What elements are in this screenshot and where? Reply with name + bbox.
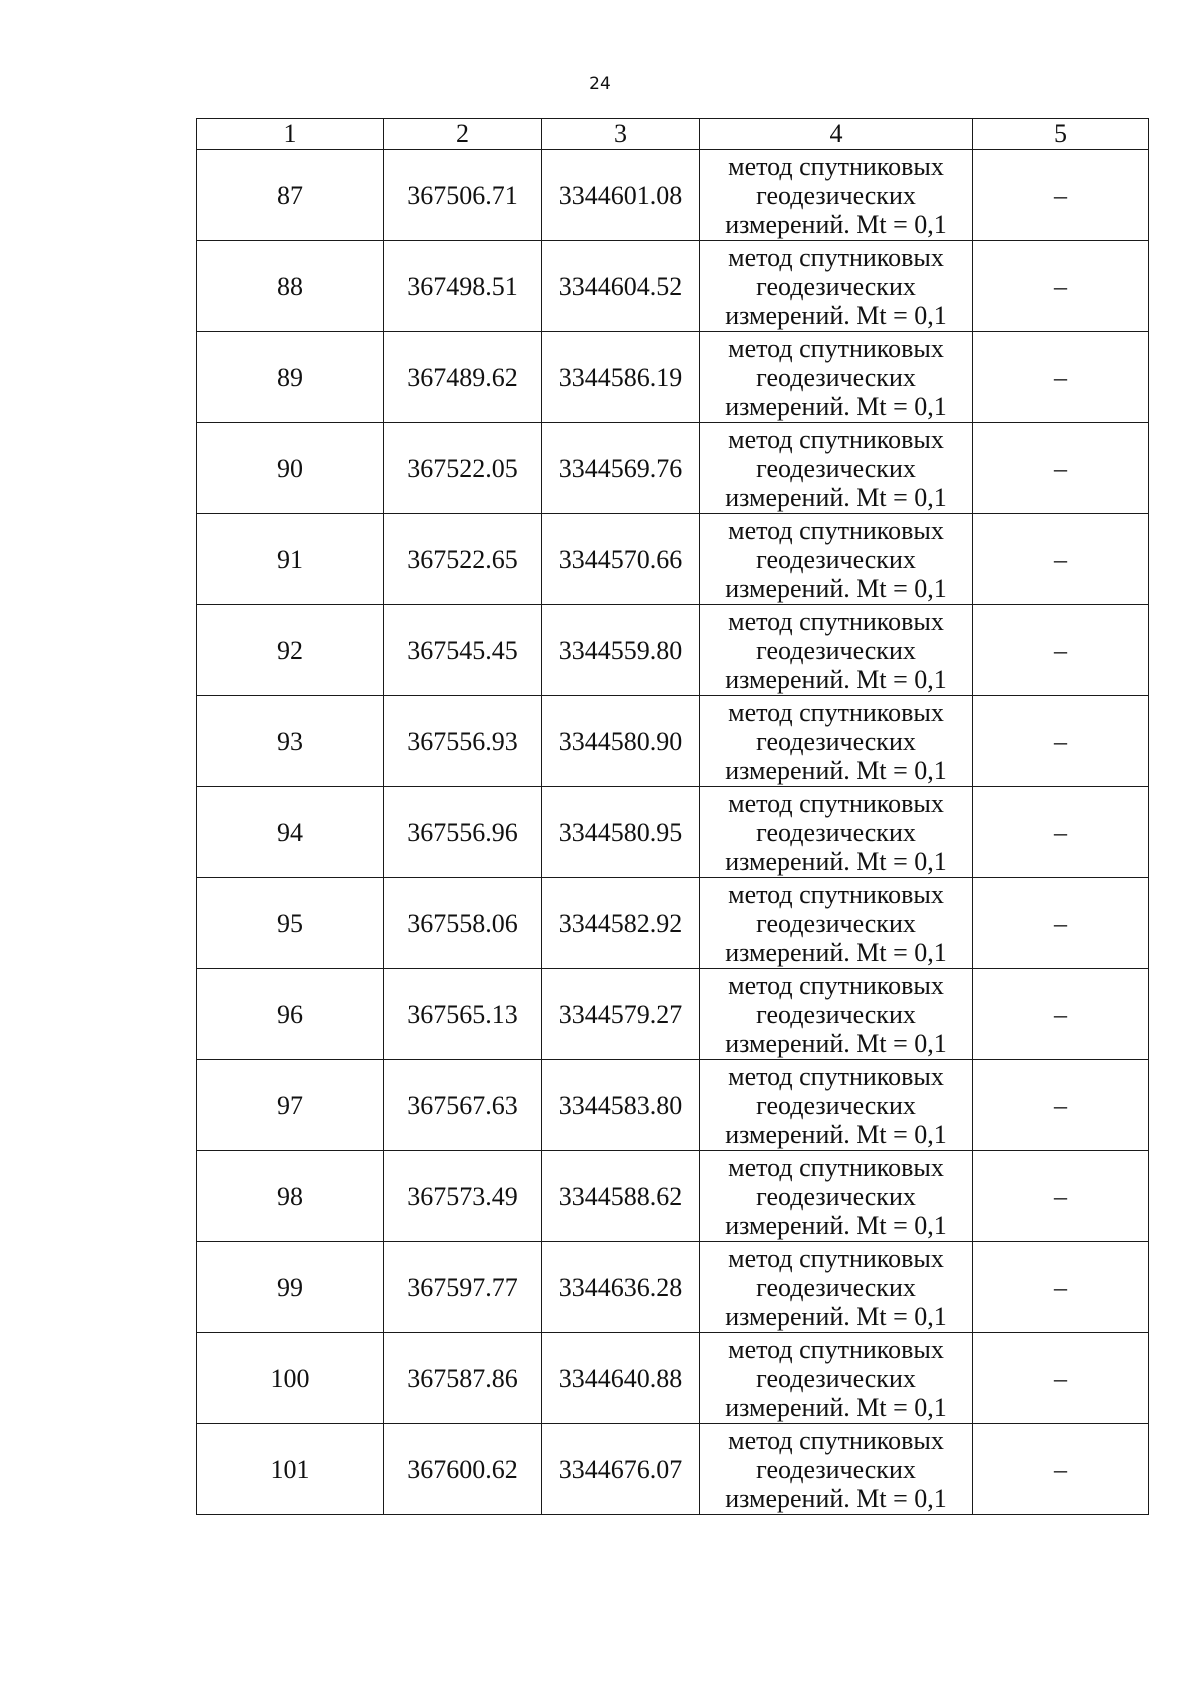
point-number-cell: 93 bbox=[197, 696, 384, 787]
method-line: метод спутниковых bbox=[728, 606, 944, 636]
method-cell bbox=[700, 1060, 973, 1151]
method-line: измерений. Mt = 0,1 bbox=[725, 664, 947, 694]
method-cell bbox=[700, 150, 973, 241]
method-line: измерений. Mt = 0,1 bbox=[725, 391, 947, 421]
method-line: измерений. Mt = 0,1 bbox=[725, 1301, 947, 1331]
table-row bbox=[197, 878, 1149, 969]
table-header bbox=[197, 119, 1149, 150]
coordinate-x-cell: 367573.49 bbox=[384, 1151, 542, 1242]
header-col-4: 4 bbox=[700, 119, 973, 150]
method-line: измерений. Mt = 0,1 bbox=[725, 209, 947, 239]
coordinate-x-cell: 367587.86 bbox=[384, 1333, 542, 1424]
method-cell bbox=[700, 878, 973, 969]
coordinate-x-cell: 367600.62 bbox=[384, 1424, 542, 1515]
point-number-cell: 98 bbox=[197, 1151, 384, 1242]
point-number-cell: 96 bbox=[197, 969, 384, 1060]
method-cell bbox=[700, 241, 973, 332]
point-number-cell: 91 bbox=[197, 514, 384, 605]
description-cell: – bbox=[973, 696, 1149, 787]
method-cell bbox=[700, 514, 973, 605]
description-cell: – bbox=[973, 1424, 1149, 1515]
header-row bbox=[197, 119, 1149, 150]
point-number-cell: 87 bbox=[197, 150, 384, 241]
method-cell bbox=[700, 605, 973, 696]
description-cell: – bbox=[973, 878, 1149, 969]
description-cell: – bbox=[973, 241, 1149, 332]
table-row bbox=[197, 1060, 1149, 1151]
point-number-cell: 90 bbox=[197, 423, 384, 514]
table-row bbox=[197, 241, 1149, 332]
method-line: геодезических bbox=[756, 180, 916, 210]
point-number-cell: 100 bbox=[197, 1333, 384, 1424]
table-row bbox=[197, 332, 1149, 423]
description-cell: – bbox=[973, 969, 1149, 1060]
description-cell: – bbox=[973, 332, 1149, 423]
method-cell bbox=[700, 1151, 973, 1242]
coordinate-y-cell: 3344559.80 bbox=[542, 605, 700, 696]
coordinate-y-cell: 3344583.80 bbox=[542, 1060, 700, 1151]
page-number: 24 bbox=[589, 74, 611, 94]
coordinate-y-cell: 3344580.95 bbox=[542, 787, 700, 878]
coordinate-y-cell: 3344579.27 bbox=[542, 969, 700, 1060]
coordinate-x-cell: 367498.51 bbox=[384, 241, 542, 332]
method-line: метод спутниковых bbox=[728, 970, 944, 1000]
header-col-3: 3 bbox=[542, 119, 700, 150]
method-line: измерений. Mt = 0,1 bbox=[725, 573, 947, 603]
table-row bbox=[197, 423, 1149, 514]
method-cell bbox=[700, 969, 973, 1060]
method-line: геодезических bbox=[756, 362, 916, 392]
point-number-cell: 88 bbox=[197, 241, 384, 332]
method-cell bbox=[700, 423, 973, 514]
description-cell: – bbox=[973, 1060, 1149, 1151]
method-line: геодезических bbox=[756, 271, 916, 301]
method-line: измерений. Mt = 0,1 bbox=[725, 482, 947, 512]
point-number-cell: 101 bbox=[197, 1424, 384, 1515]
method-line: геодезических bbox=[756, 817, 916, 847]
method-line: метод спутниковых bbox=[728, 697, 944, 727]
coordinate-x-cell: 367522.05 bbox=[384, 423, 542, 514]
method-line: измерений. Mt = 0,1 bbox=[725, 846, 947, 876]
coordinate-x-cell: 367506.71 bbox=[384, 150, 542, 241]
method-cell bbox=[700, 1242, 973, 1333]
coordinate-y-cell: 3344588.62 bbox=[542, 1151, 700, 1242]
description-cell: – bbox=[973, 423, 1149, 514]
method-line: измерений. Mt = 0,1 bbox=[725, 755, 947, 785]
description-cell: – bbox=[973, 150, 1149, 241]
method-line: геодезических bbox=[756, 1090, 916, 1120]
header-col-2: 2 bbox=[384, 119, 542, 150]
coordinate-x-cell: 367558.06 bbox=[384, 878, 542, 969]
coordinate-y-cell: 3344586.19 bbox=[542, 332, 700, 423]
method-cell bbox=[700, 332, 973, 423]
coordinate-x-cell: 367565.13 bbox=[384, 969, 542, 1060]
coordinate-x-cell: 367489.62 bbox=[384, 332, 542, 423]
table-row bbox=[197, 1151, 1149, 1242]
point-number-cell: 94 bbox=[197, 787, 384, 878]
method-line: метод спутниковых bbox=[728, 1243, 944, 1273]
method-cell bbox=[700, 787, 973, 878]
description-cell: – bbox=[973, 1151, 1149, 1242]
table-row bbox=[197, 1424, 1149, 1515]
method-cell bbox=[700, 1333, 973, 1424]
method-line: метод спутниковых bbox=[728, 333, 944, 363]
coordinate-y-cell: 3344601.08 bbox=[542, 150, 700, 241]
table-row bbox=[197, 150, 1149, 241]
coordinates-table bbox=[196, 118, 1149, 1515]
point-number-cell: 95 bbox=[197, 878, 384, 969]
point-number-cell: 97 bbox=[197, 1060, 384, 1151]
method-line: измерений. Mt = 0,1 bbox=[725, 1028, 947, 1058]
coordinate-x-cell: 367556.96 bbox=[384, 787, 542, 878]
description-cell: – bbox=[973, 605, 1149, 696]
header-col-5: 5 bbox=[973, 119, 1149, 150]
point-number-cell: 89 bbox=[197, 332, 384, 423]
coordinate-y-cell: 3344640.88 bbox=[542, 1333, 700, 1424]
method-line: геодезических bbox=[756, 1454, 916, 1484]
coordinate-y-cell: 3344582.92 bbox=[542, 878, 700, 969]
table-row bbox=[197, 1242, 1149, 1333]
method-line: измерений. Mt = 0,1 bbox=[725, 1392, 947, 1422]
method-line: измерений. Mt = 0,1 bbox=[725, 300, 947, 330]
header-col-1: 1 bbox=[197, 119, 384, 150]
coordinate-x-cell: 367556.93 bbox=[384, 696, 542, 787]
description-cell: – bbox=[973, 1333, 1149, 1424]
method-line: геодезических bbox=[756, 544, 916, 574]
coordinate-x-cell: 367545.45 bbox=[384, 605, 542, 696]
table-row bbox=[197, 696, 1149, 787]
method-line: метод спутниковых bbox=[728, 515, 944, 545]
method-line: геодезических bbox=[756, 1181, 916, 1211]
method-line: геодезических bbox=[756, 1363, 916, 1393]
table-body bbox=[197, 150, 1149, 1515]
coordinate-x-cell: 367597.77 bbox=[384, 1242, 542, 1333]
coordinate-y-cell: 3344604.52 bbox=[542, 241, 700, 332]
coordinate-x-cell: 367522.65 bbox=[384, 514, 542, 605]
method-cell bbox=[700, 1424, 973, 1515]
table-row bbox=[197, 787, 1149, 878]
method-line: метод спутниковых bbox=[728, 879, 944, 909]
method-line: измерений. Mt = 0,1 bbox=[725, 1119, 947, 1149]
method-line: метод спутниковых bbox=[728, 788, 944, 818]
coordinate-y-cell: 3344580.90 bbox=[542, 696, 700, 787]
method-line: метод спутниковых bbox=[728, 151, 944, 181]
method-line: измерений. Mt = 0,1 bbox=[725, 1483, 947, 1513]
coordinate-y-cell: 3344676.07 bbox=[542, 1424, 700, 1515]
method-line: геодезических bbox=[756, 908, 916, 938]
description-cell: – bbox=[973, 787, 1149, 878]
table-row bbox=[197, 1333, 1149, 1424]
method-line: геодезических bbox=[756, 726, 916, 756]
method-line: геодезических bbox=[756, 999, 916, 1029]
method-line: метод спутниковых bbox=[728, 1061, 944, 1091]
method-line: метод спутниковых bbox=[728, 1152, 944, 1182]
method-line: геодезических bbox=[756, 453, 916, 483]
method-line: геодезических bbox=[756, 1272, 916, 1302]
description-cell: – bbox=[973, 1242, 1149, 1333]
description-cell: – bbox=[973, 514, 1149, 605]
table-row bbox=[197, 605, 1149, 696]
point-number-cell: 99 bbox=[197, 1242, 384, 1333]
table-row bbox=[197, 969, 1149, 1060]
coordinate-x-cell: 367567.63 bbox=[384, 1060, 542, 1151]
method-line: метод спутниковых bbox=[728, 1334, 944, 1364]
method-cell bbox=[700, 696, 973, 787]
method-line: метод спутниковых bbox=[728, 1425, 944, 1455]
method-line: измерений. Mt = 0,1 bbox=[725, 1210, 947, 1240]
coordinate-y-cell: 3344636.28 bbox=[542, 1242, 700, 1333]
coordinate-y-cell: 3344570.66 bbox=[542, 514, 700, 605]
method-line: геодезических bbox=[756, 635, 916, 665]
method-line: метод спутниковых bbox=[728, 424, 944, 454]
method-line: измерений. Mt = 0,1 bbox=[725, 937, 947, 967]
method-line: метод спутниковых bbox=[728, 242, 944, 272]
point-number-cell: 92 bbox=[197, 605, 384, 696]
table-row bbox=[197, 514, 1149, 605]
coordinate-y-cell: 3344569.76 bbox=[542, 423, 700, 514]
